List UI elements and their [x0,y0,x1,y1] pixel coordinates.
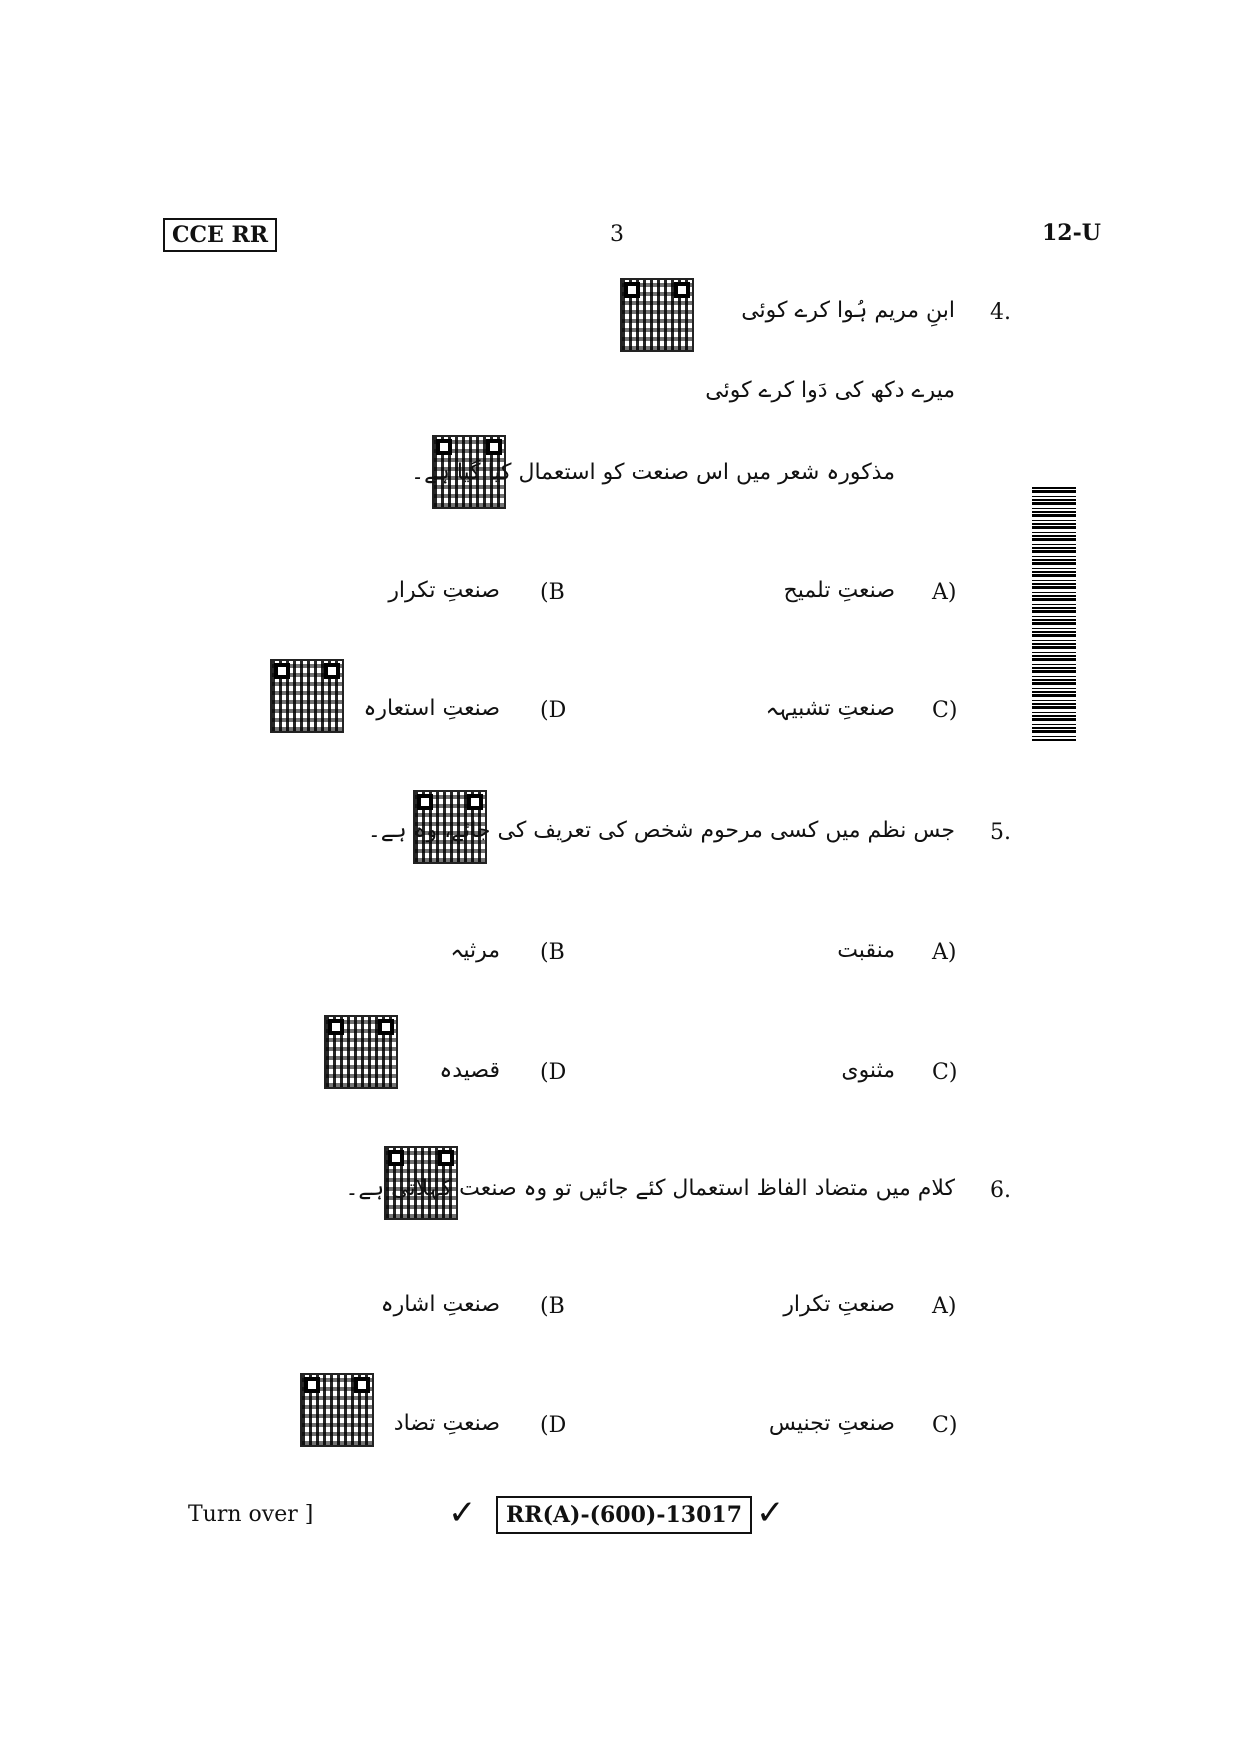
question-5-option-c: مثنوی [841,1058,895,1083]
qr-code-icon [270,659,344,733]
question-6-option-b: صنعتِ اشارہ [380,1292,500,1317]
question-6-option-c-label: C) [932,1413,958,1438]
qr-code-icon [324,1015,398,1089]
question-5-option-a: منقبت [837,938,895,963]
question-6-option-a-label: A) [932,1294,957,1319]
question-4-number: 4. [990,300,1011,325]
question-6-number: 6. [990,1178,1011,1203]
question-4-option-b: صنعتِ تکرار [388,578,500,603]
question-5-option-b: مرثیہ [450,938,500,963]
question-6-prompt: کلام میں متضاد الفاظ استعمال کئے جائیں تو وہ صنعت کہلاتی ہے۔ [345,1176,955,1201]
question-4-option-a-label: A) [932,580,957,605]
question-4-line-2: میرے دکھ کی دَوا کرے کوئی [705,378,955,403]
paper-code: 12-U [1042,220,1101,246]
question-4-option-a: صنعتِ تلمیح [783,578,895,603]
question-4-option-d: صنعتِ استعارہ [363,696,500,721]
check-mark-icon: ✓ [756,1493,785,1533]
question-6-option-b-label: (B [540,1294,565,1319]
question-4-option-c: صنعتِ تشبیہہ [765,696,895,721]
question-4-line-1: ابنِ مریم ہُوا کرے کوئی [741,298,955,323]
question-4-option-c-label: C) [932,698,958,723]
question-5-prompt: جس نظم میں کسی مرحوم شخص کی تعریف کی جائے، وہ ہے۔ [367,818,955,843]
question-4-prompt: مذکورہ شعر میں اس صنعت کو استعمال کیا گیا ہے۔ [411,460,895,485]
check-mark-icon: ✓ [448,1493,477,1533]
question-6-option-d: صنعتِ تضاد [393,1411,500,1436]
question-6-option-a: صنعتِ تکرار [783,1292,895,1317]
question-5-option-a-label: A) [932,940,957,965]
footer-code: RR(A)-(600)-13017 [496,1496,752,1534]
question-5-option-d: قصیدہ [439,1058,500,1083]
question-5-option-d-label: (D [540,1060,567,1085]
qr-code-icon [620,278,694,352]
page-number: 3 [610,222,624,247]
qr-code-icon [300,1373,374,1447]
question-5-option-b-label: (B [540,940,565,965]
question-5-number: 5. [990,820,1011,845]
question-5-option-c-label: C) [932,1060,958,1085]
side-barcode-icon [1032,485,1076,741]
question-4-option-b-label: (B [540,580,565,605]
question-4-option-d-label: (D [540,698,567,723]
turn-over-label: Turn over ] [188,1502,314,1527]
question-6-option-c: صنعتِ تجنیس [768,1411,895,1436]
header-exam-code: CCE RR [163,218,277,252]
question-6-option-d-label: (D [540,1413,567,1438]
